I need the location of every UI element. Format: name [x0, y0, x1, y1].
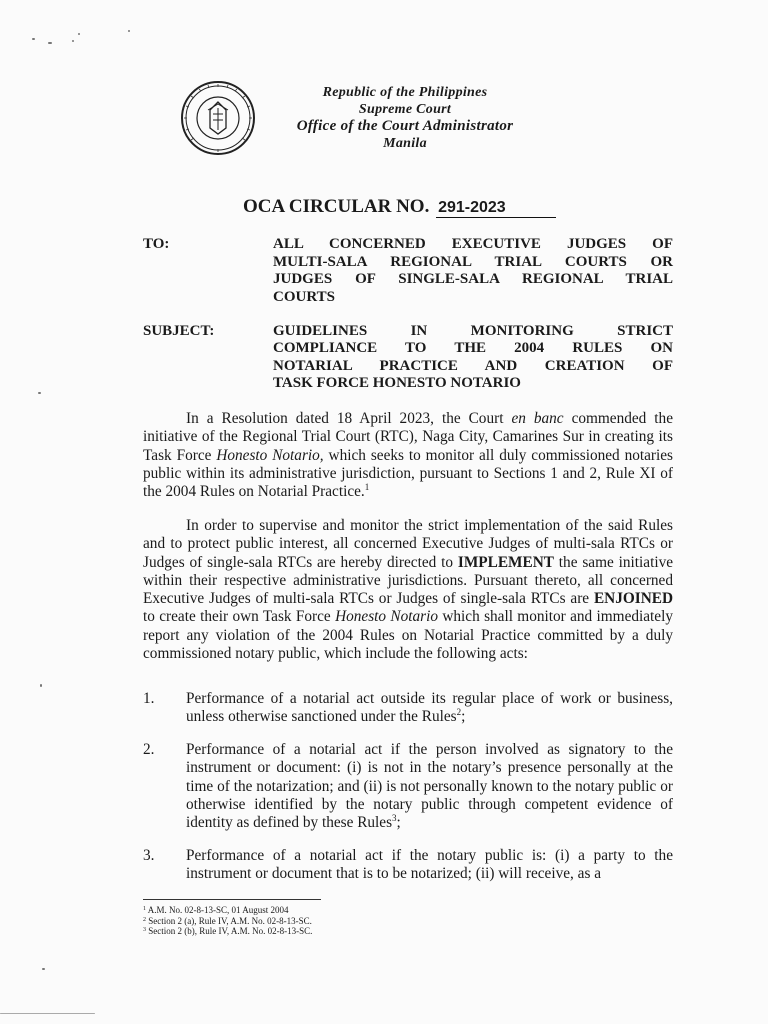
- footnote: $^2$ Section 2 (a), Rule IV, A.M. No. 02-8-13-SC.: [143, 915, 312, 926]
- list-item-text: Performance of a notarial act if the notary public is: (i) a party to the instrument or document that is to be notarized; (ii) will receive, as a: [186, 847, 673, 883]
- footnote-ref-1: 1: [364, 482, 370, 493]
- circular-number: 291-2023: [436, 199, 556, 218]
- footnote: $^1$ A.M. No. 02-8-13-SC, 01 August 2004: [143, 905, 289, 915]
- list-item-text: Performance of a notarial act if the person involved as signatory to the instrument or document: (i) is not in the notary’s presence personally at the time of the notarization; and (ii) is not personally known to the notary public or otherwise identified by the notary public through competent evidence of identity as defined by these Rules$^3$;: [186, 741, 673, 832]
- paragraph-2: In order to supervise and monitor the strict implementation of the said Rules and to protect public interest, all concerned Executive Judges of multi-sala RTCs or Judges of single-sala RTCs are hereby directed to IMPLEMENT the same initiative within their respective administrative jurisdictions. Pursuant thereto, all concerned Executive Judges of multi-sala RTCs or Judges of single-sala RTCs are ENJOINED to create their own Task Force Honesto Notario which shall monitor and immediately report any violation of the 2004 Rules on Notarial Practice committed by a duly commissioned notary public, which include the following acts:: [143, 517, 674, 663]
- list-item-text: Performance of a notarial act outside its regular place of work or business, unless otherwise sanctioned under the Rules$^2$;: [186, 690, 673, 726]
- subject-line-4: TASK FORCE HONESTO NOTARIO: [273, 375, 521, 391]
- list-item-number: 3.: [143, 847, 155, 864]
- to-line-2: MULTI-SALA REGIONAL TRIAL COURTS OR: [273, 254, 673, 270]
- subject-line-2: COMPLIANCE TO THE 2004 RULES ON: [273, 340, 673, 356]
- letterhead-republic: Republic of the Philippines: [322, 85, 488, 100]
- to-line-1: ALL CONCERNED EXECUTIVE JUDGES OF: [273, 236, 673, 252]
- letterhead-city: Manila: [383, 136, 427, 151]
- to-line-4: COURTS: [273, 289, 335, 305]
- letterhead-office: Office of the Court Administrator: [296, 118, 514, 134]
- to-label: TO:: [143, 236, 170, 252]
- subject-line-1: GUIDELINES IN MONITORING STRICT: [273, 323, 673, 339]
- list-item-number: 2.: [143, 741, 155, 758]
- subject-label: SUBJECT:: [143, 323, 215, 339]
- letterhead-court: Supreme Court: [358, 102, 452, 117]
- to-line-3: JUDGES OF SINGLE-SALA REGIONAL TRIAL: [273, 271, 673, 287]
- list-item-number: 1.: [143, 690, 155, 707]
- subject-line-3: NOTARIAL PRACTICE AND CREATION OF: [273, 358, 673, 374]
- paragraph-1: In a Resolution dated 18 April 2023, the Court en banc commended the initiative of the Regional Trial Court (RTC), Naga City, Camarines Sur in creating its Task Force Honesto Notario, which seeks to monitor all duly commissioned notaries public within its administrative jurisdiction, pursuant to Sections 1 and 2, Rule XI of the 2004 Rules on Notarial Practice.$^1$: [143, 410, 674, 501]
- footnote-ref-2: 2: [456, 707, 462, 718]
- circular-prefix: OCA CIRCULAR NO.: [243, 196, 430, 217]
- footnote: $^3$ Section 2 (b), Rule IV, A.M. No. 02-8-13-SC.: [143, 926, 313, 936]
- footnote-ref-3: 3: [392, 813, 397, 824]
